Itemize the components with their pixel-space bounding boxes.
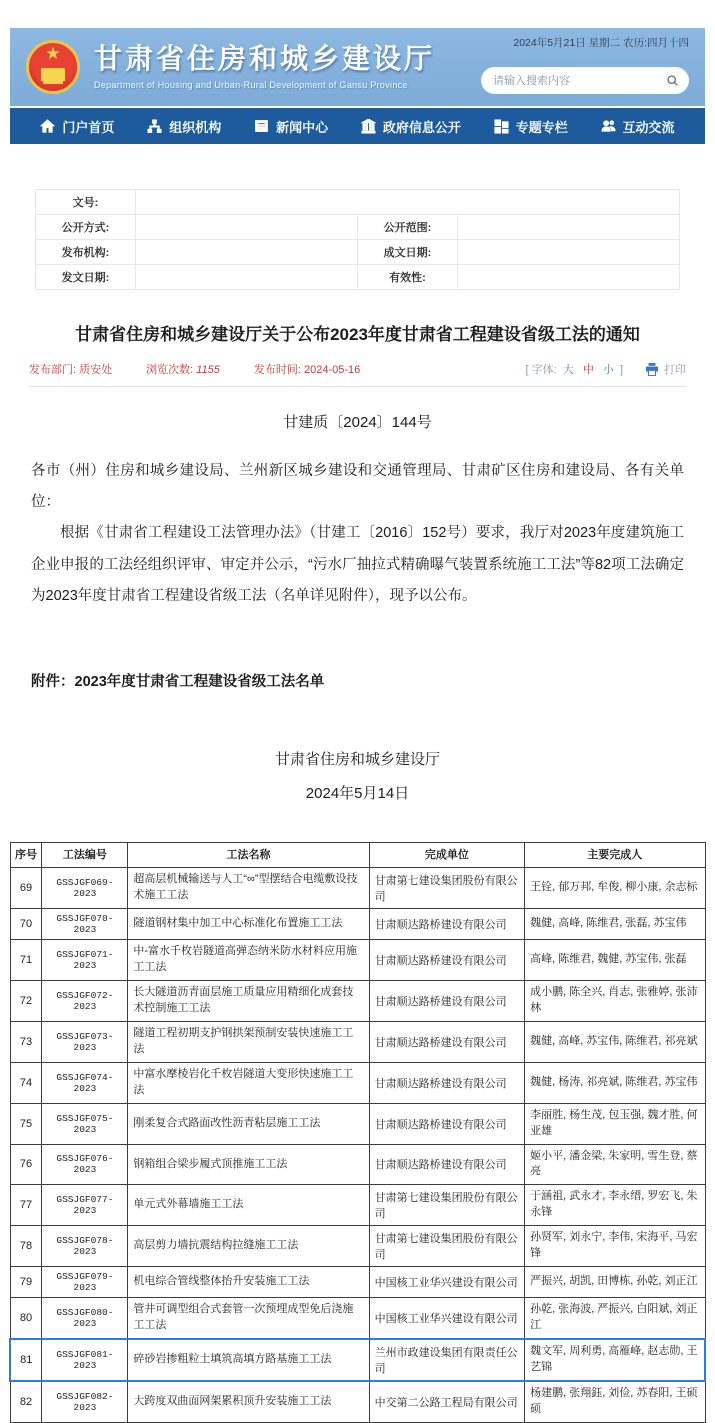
- nav-item-4[interactable]: [361, 117, 461, 136]
- print-button[interactable]: [645, 361, 686, 377]
- cell-main-completers: 魏文军, 周利勇, 高雁峰, 赵志勋, 王艺锦: [525, 1339, 705, 1381]
- nav-item-label: 门户首页: [62, 119, 115, 135]
- font-size-large-button[interactable]: 大: [562, 364, 574, 376]
- cell-seq-number: 72: [10, 981, 42, 1022]
- header-code: 工法编号: [42, 842, 128, 867]
- cell-main-completers: 魏健, 高峰, 苏宝伟, 陈维君, 祁亮斌: [525, 1021, 705, 1062]
- font-size-controls: [526, 361, 623, 377]
- main-nav: [10, 108, 705, 144]
- org-chart-icon: [147, 119, 162, 134]
- meta-label-docno: 文号:: [36, 190, 136, 215]
- cell-method-code: GSSJGF071-2023: [42, 940, 128, 981]
- table-header-row: [10, 842, 705, 867]
- font-size-medium-button[interactable]: 中: [582, 364, 594, 376]
- cell-method-code: GSSJGF077-2023: [42, 1185, 128, 1226]
- paragraph-main: 根据《甘肃省工程建设工法管理办法》（甘建工〔2016〕152号）要求，我厅对2023年度建筑施工企业申报的工法经组织评审、审定并公示，“污水厂抽拉式精确曝气装置系统施工工法”等82项工法确定为2023年度甘肃省工程建设省级工法（名单详见附件），现予以公布。: [31, 525, 684, 604]
- table-row-highlighted: [10, 1339, 705, 1381]
- view-count: [146, 361, 220, 377]
- meta-value-open-scope: [458, 215, 680, 240]
- font-controls-suffix: ]: [619, 364, 623, 376]
- cell-completing-unit: 甘肃第七建设集团股份有限公司: [369, 1185, 524, 1226]
- cell-method-name: 单元式外幕墙施工工法: [128, 1185, 369, 1226]
- home-icon: [40, 119, 55, 134]
- cell-method-name: 超高层机械输送与人工“∞”型摆结合电缆敷设技术施工工法: [128, 868, 369, 909]
- view-count-label: 浏览次数:: [146, 364, 194, 376]
- cell-completing-unit: 兰州市政建设集团有限责任公司: [369, 1339, 524, 1381]
- cell-completing-unit: 甘肃顺达路桥建设有限公司: [369, 1062, 524, 1103]
- site-subtitle-en: Department of Housing and Urban-Rural Development of Gansu Province: [94, 79, 408, 90]
- cell-completing-unit: 甘肃第七建设集团股份有限公司: [369, 1226, 524, 1267]
- table-row: [10, 1298, 705, 1339]
- document-number: 甘建质〔2024〕144号: [283, 414, 432, 431]
- meta-value-docno: [136, 190, 680, 215]
- nav-item-label: 新闻中心: [276, 119, 329, 135]
- search-input[interactable]: [491, 74, 666, 88]
- print-label: 打印: [664, 364, 686, 376]
- emblem-gate-icon: [41, 68, 65, 81]
- cell-completing-unit: 甘肃第七建设集团股份有限公司: [369, 868, 524, 909]
- cell-main-completers: 严振兴, 胡凯, 田博栋, 孙乾, 刘正江: [525, 1267, 705, 1298]
- news-icon: [254, 119, 269, 134]
- signature-org: 甘肃省住房和城乡建设厅: [274, 750, 440, 768]
- cell-seq-number: 77: [10, 1185, 42, 1226]
- cell-main-completers: 李丽胜, 杨生茂, 包玉强, 魏才胜, 何亚雄: [525, 1103, 705, 1144]
- nav-item-1[interactable]: [40, 117, 114, 136]
- cell-method-name: 钢箱组合梁步履式顶推施工工法: [128, 1144, 369, 1185]
- cell-method-name: 碎砂岩掺粗粒土填筑高填方路基施工工法: [128, 1339, 369, 1381]
- meta-value-validity: [458, 265, 680, 290]
- publish-time: 发布时间: 2024-05-16: [253, 364, 361, 376]
- nav-item-label: 组织机构: [169, 119, 222, 135]
- date-line: 2024年5月21日 星期二 农历:四月十四: [513, 37, 689, 49]
- cell-completing-unit: 甘肃顺达路桥建设有限公司: [369, 981, 524, 1022]
- header-name: 工法名称: [128, 842, 369, 867]
- table-row: [10, 1381, 705, 1422]
- cell-method-code: GSSJGF074-2023: [42, 1062, 128, 1103]
- cell-main-completers: 魏健, 杨涛, 祁亮斌, 陈维君, 苏宝伟: [525, 1062, 705, 1103]
- cell-method-name: 刚柔复合式路面改性沥青粘层施工工法: [128, 1103, 369, 1144]
- table-row: [10, 981, 705, 1022]
- cell-method-name: 隧道工程初期支护钢拱架预制安装快速施工工法: [128, 1021, 369, 1062]
- method-list-table: [9, 842, 706, 1423]
- cell-main-completers: 杨建鹏, 张翔鈺, 刘俭, 苏春阳, 王硕硕: [525, 1381, 705, 1422]
- table-row: [10, 1267, 705, 1298]
- header-seq: 序号: [10, 842, 42, 867]
- header-right: [481, 35, 689, 94]
- cell-seq-number: 76: [10, 1144, 42, 1185]
- cell-seq-number: 74: [10, 1062, 42, 1103]
- cell-seq-number: 78: [10, 1226, 42, 1267]
- cell-method-name: 管井可调型组合式套管一次预埋成型免后浇施工工法: [128, 1298, 369, 1339]
- search-icon[interactable]: [666, 74, 679, 87]
- cell-method-code: GSSJGF070-2023: [42, 909, 128, 940]
- table-row: [10, 1062, 705, 1103]
- signature-date: 2024年5月14日: [305, 785, 410, 803]
- cell-completing-unit: 中交第二公路工程局有限公司: [369, 1381, 524, 1422]
- cell-seq-number: 80: [10, 1298, 42, 1339]
- cell-completing-unit: 甘肃顺达路桥建设有限公司: [369, 940, 524, 981]
- cell-method-code: GSSJGF079-2023: [42, 1267, 128, 1298]
- cell-completing-unit: 甘肃顺达路桥建设有限公司: [369, 1103, 524, 1144]
- cell-method-code: GSSJGF073-2023: [42, 1021, 128, 1062]
- national-emblem-logo: [26, 40, 80, 94]
- paragraph-addressees: 各市（州）住房和城乡建设局、兰州新区城乡建设和交通管理局、甘肃矿区住房和建设局、各有关单位：: [31, 463, 684, 511]
- attachment-line: 附件：2023年度甘肃省工程建设省级工法名单: [31, 673, 325, 690]
- cell-method-name: 高层剪力墙抗震结构拉缝施工工法: [128, 1226, 369, 1267]
- nav-item-2[interactable]: [147, 117, 221, 136]
- nav-item-label: 政府信息公开: [382, 119, 461, 135]
- meta-label-issue-date: 发文日期:: [36, 265, 136, 290]
- cell-seq-number: 75: [10, 1103, 42, 1144]
- nav-item-label: 互动交流: [622, 119, 675, 135]
- cell-main-completers: 于涵祖, 武永才, 李永缙, 罗宏飞, 朱永锋: [525, 1185, 705, 1226]
- cell-method-code: GSSJGF072-2023: [42, 981, 128, 1022]
- publish-dept: 发布部门: 质安处: [29, 364, 113, 376]
- meta-label-open-method: 公开方式:: [36, 215, 136, 240]
- table-row: [10, 909, 705, 940]
- signature-block: [5, 743, 710, 812]
- cell-seq-number: 70: [10, 909, 42, 940]
- cell-method-name: 机电综合管线整体抬升安装施工工法: [128, 1267, 369, 1298]
- cell-method-name: 隧道钢材集中加工中心标准化布置施工工法: [128, 909, 369, 940]
- cell-seq-number: 79: [10, 1267, 42, 1298]
- cell-method-code: GSSJGF080-2023: [42, 1298, 128, 1339]
- view-count-value: 1155: [196, 364, 220, 376]
- meta-label-written-date: 成文日期:: [358, 240, 458, 265]
- cell-seq-number: 69: [10, 868, 42, 909]
- site-title: 甘肃省住房和城乡建设厅: [94, 43, 436, 75]
- printer-icon: [645, 363, 659, 376]
- table-row: [10, 868, 705, 909]
- cell-method-code: GSSJGF075-2023: [42, 1103, 128, 1144]
- article-info-bar: [29, 361, 686, 387]
- cell-method-code: GSSJGF069-2023: [42, 868, 128, 909]
- cell-method-name: 中富水摩棱岩化千枚岩隧道大变形快速施工工法: [128, 1062, 369, 1103]
- cell-seq-number: 73: [10, 1021, 42, 1062]
- nav-item-3[interactable]: [254, 117, 328, 136]
- cell-seq-number: 81: [10, 1339, 42, 1381]
- cell-completing-unit: 中国核工业华兴建设有限公司: [369, 1267, 524, 1298]
- meta-value-issue-date: [136, 265, 358, 290]
- cell-method-name: 长大隧道沥青面层施工质量应用精细化成套技术控制施工工法: [128, 981, 369, 1022]
- header-unit: 完成单位: [369, 842, 524, 867]
- font-controls-prefix: [ 字体:: [525, 364, 557, 376]
- people-icon: [601, 119, 616, 134]
- meta-label-validity: 有效性:: [358, 265, 458, 290]
- table-row: [10, 940, 705, 981]
- article-body: [31, 456, 684, 612]
- cell-completing-unit: 甘肃顺达路桥建设有限公司: [369, 1144, 524, 1185]
- site-titles: [94, 44, 435, 90]
- article-title: 甘肃省住房和城乡建设厅关于公布2023年度甘肃省工程建设省级工法的通知: [75, 325, 640, 344]
- nav-item-6[interactable]: [601, 117, 675, 136]
- cell-method-code: GSSJGF082-2023: [42, 1381, 128, 1422]
- gov-building-icon: [361, 119, 376, 134]
- cell-method-name: 大跨度双曲面网架累积顶升安装施工工法: [128, 1381, 369, 1422]
- cell-completing-unit: 甘肃顺达路桥建设有限公司: [369, 909, 524, 940]
- cell-seq-number: 82: [10, 1381, 42, 1422]
- cell-main-completers: 孙乾, 张海波, 严振兴, 白阳斌, 刘正江: [525, 1298, 705, 1339]
- cell-method-name: 中-富水千枚岩隧道高弹态纳米防水材料应用施工工法: [128, 940, 369, 981]
- emblem-star-icon: ★: [45, 44, 61, 63]
- cell-main-completers: 孙贤军, 刘永宁, 李伟, 宋海平, 马宏锋: [525, 1226, 705, 1267]
- search-box[interactable]: [481, 67, 689, 94]
- page: [5, 28, 710, 1423]
- cell-main-completers: 王铨, 郁万邦, 牟俊, 柳小康, 余志标: [525, 868, 705, 909]
- meta-label-issuing-org: 发布机构:: [36, 240, 136, 265]
- cell-main-completers: 成小鹏, 陈全兴, 肖志, 张雅婷, 张沛林: [525, 981, 705, 1022]
- table-row: [10, 1226, 705, 1267]
- nav-item-5[interactable]: [494, 117, 568, 136]
- cell-main-completers: 姬小平, 潘金梁, 朱家明, 雪生登, 蔡亮: [525, 1144, 705, 1185]
- cell-method-code: GSSJGF078-2023: [42, 1226, 128, 1267]
- cell-method-code: GSSJGF081-2023: [42, 1339, 128, 1381]
- header-people: 主要完成人: [525, 842, 705, 867]
- document-meta-table: [35, 189, 680, 290]
- cell-completing-unit: 甘肃顺达路桥建设有限公司: [369, 1021, 524, 1062]
- meta-label-open-scope: 公开范围:: [358, 215, 458, 240]
- cell-main-completers: 高峰, 陈维君, 魏健, 苏宝伟, 张磊: [525, 940, 705, 981]
- table-row: [10, 1021, 705, 1062]
- nav-item-label: 专题专栏: [515, 119, 568, 135]
- meta-value-issuing-org: [136, 240, 358, 265]
- cell-method-code: GSSJGF076-2023: [42, 1144, 128, 1185]
- font-size-small-button[interactable]: 小: [602, 364, 614, 376]
- meta-value-open-method: [136, 215, 358, 240]
- table-row: [10, 1103, 705, 1144]
- cell-main-completers: 魏健, 高峰, 陈维君, 张磊, 苏宝伟: [525, 909, 705, 940]
- table-row: [10, 1185, 705, 1226]
- table-row: [10, 1144, 705, 1185]
- meta-value-written-date: [458, 240, 680, 265]
- site-header: [10, 28, 705, 106]
- cell-completing-unit: 中国核工业华兴建设有限公司: [369, 1298, 524, 1339]
- cell-seq-number: 71: [10, 940, 42, 981]
- grid-icon: [494, 119, 509, 134]
